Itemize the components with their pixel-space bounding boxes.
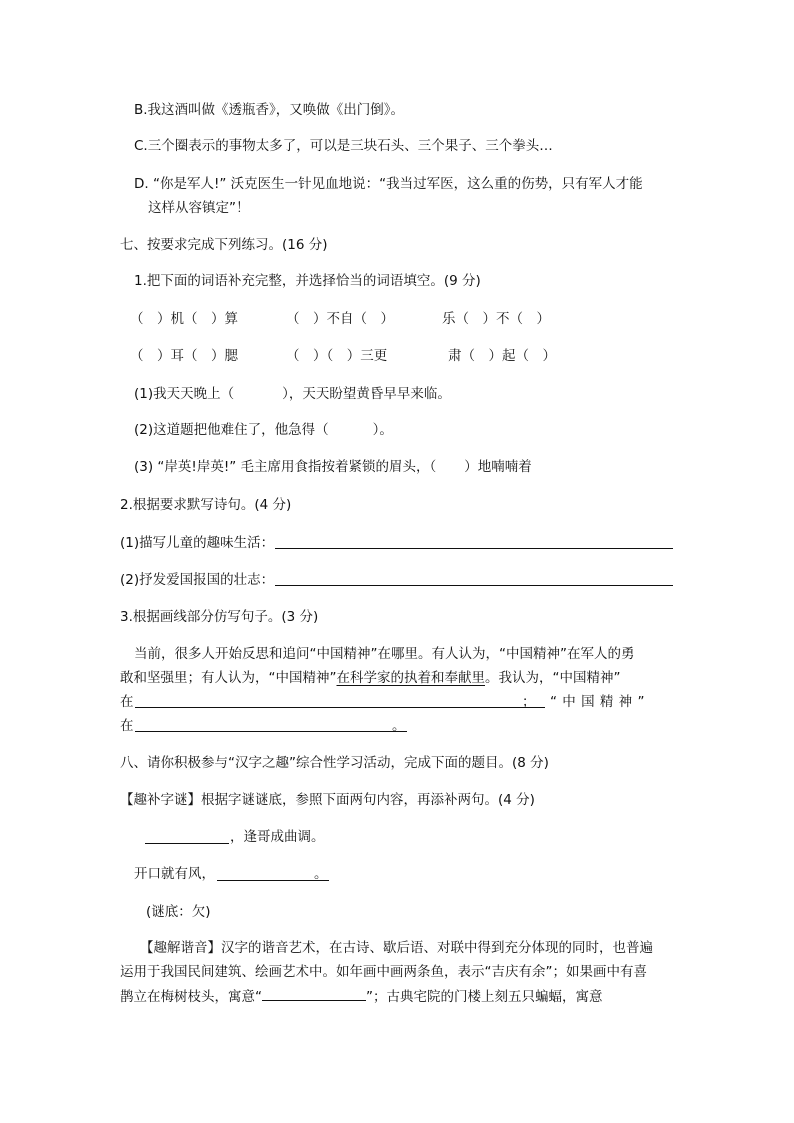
riddle-line2-end: 。	[314, 866, 328, 882]
poem-1-answer-line[interactable]	[275, 548, 673, 549]
underlined-phrase: 在科学家的执着和奉献里	[336, 670, 485, 686]
fill-sentence-1	[134, 384, 451, 404]
fill-3-post: ）地喃喃着	[464, 459, 532, 475]
imitate-line4-end: 。	[392, 718, 406, 734]
idiom-6: 肃（ ）起（ ）	[448, 348, 556, 364]
q7-1-title: 1.把下面的词语补充完整，并选择恰当的词语填空。(9 分)	[134, 273, 481, 289]
option-d-line2: 这样从容镇定”！	[148, 200, 250, 216]
poem-1-label: (1)描写儿童的趣味生活：	[120, 535, 275, 551]
homophone-line3	[120, 986, 603, 1007]
section7-heading: 七、按要求完成下列练习。(16 分)	[120, 237, 328, 253]
riddle-answer: (谜底：欠)	[146, 904, 211, 920]
riddle-line1: ，逢哥成曲调。	[230, 829, 325, 845]
imitate-answer-line-1[interactable]	[135, 707, 545, 708]
section8-heading: 八、请你积极参与“汉字之趣”综合性学习活动，完成下面的题目。(8 分)	[120, 755, 549, 771]
riddle-title: 【趣补字谜】根据字谜谜底，参照下面两句内容，再添补两句。(4 分)	[120, 792, 535, 808]
option-d-line1: D. “你是军人!” 沃克医生一针见血地说：“我当过军医，这么重的伤势，只有军人才能	[134, 176, 643, 192]
option-b: B.我这酒叫做《透瓶香》，又唤做《出门倒》。	[134, 102, 405, 118]
fill-3-pre: (3) “岸英!岸英!” 毛主席用食指按着紧锁的眉头，（	[134, 459, 437, 475]
homophone-line3-post: ”；古典宅院的门楼上刻五只蝙蝠，寓意	[366, 989, 603, 1005]
fill-2-pre: (2)这道题把他难住了，他急得（	[134, 422, 329, 438]
imitate-line2-pre: 敢和坚强里；有人认为，“中国精神”	[120, 670, 337, 686]
homophone-blank[interactable]	[262, 986, 366, 1001]
idiom-5: （ ）（ ）三更	[286, 348, 388, 364]
imitate-line3-quote: “ 中 国 精 神 ”	[550, 694, 645, 710]
fill-1-pre: (1)我天天晚上（	[134, 386, 235, 402]
riddle-blank-2[interactable]	[217, 880, 329, 881]
fill-sentence-2	[134, 420, 393, 440]
poem-2-label: (2)抒发爱国报国的壮志：	[120, 572, 275, 588]
imitate-line2	[120, 668, 621, 688]
imitate-line3-semicolon: ；	[522, 694, 536, 710]
fill-2-post: ）。	[372, 422, 393, 438]
poem-2-answer-line[interactable]	[275, 585, 673, 586]
imitate-line1: 当前，很多人开始反思和追问“中国精神”在哪里。有人认为，“中国精神”在军人的勇	[134, 646, 635, 662]
imitate-line3-zai: 在	[120, 694, 134, 710]
riddle-blank-1[interactable]	[145, 843, 229, 844]
q7-3-title: 3.根据画线部分仿写句子。(3 分)	[120, 609, 319, 625]
riddle-line2: 开口就有风，	[134, 866, 215, 882]
idiom-4: （ ）耳（ ）腮	[130, 348, 238, 364]
homophone-line1: 【趣解谐音】汉字的谐音艺术，在古诗、歇后语、对联中得到充分体现的同时，也普遍	[140, 940, 653, 956]
imitate-answer-line-2[interactable]	[135, 731, 407, 732]
fill-1-post: ），天天盼望黄昏早早来临。	[282, 386, 451, 402]
idiom-3: 乐（ ）不（ ）	[442, 311, 550, 327]
homophone-line3-pre: 鹊立在梅树枝头，寓意“	[120, 989, 262, 1005]
homophone-line2: 运用于我国民间建筑、绘画艺术中。如年画中画两条鱼，表示“吉庆有余”；如果画中有喜	[120, 964, 647, 980]
idiom-2: （ ）不自（ ）	[286, 311, 394, 327]
imitate-line2-post: 。我认为，“中国精神”	[485, 670, 621, 686]
fill-sentence-3	[134, 457, 532, 477]
idiom-1: （ ）机（ ）算	[130, 311, 238, 327]
q7-2-title: 2.根据要求默写诗句。(4 分)	[120, 497, 292, 513]
option-c: C.三个圈表示的事物太多了，可以是三块石头、三个果子、三个拳头…	[134, 138, 553, 154]
imitate-line4-zai: 在	[120, 718, 134, 734]
